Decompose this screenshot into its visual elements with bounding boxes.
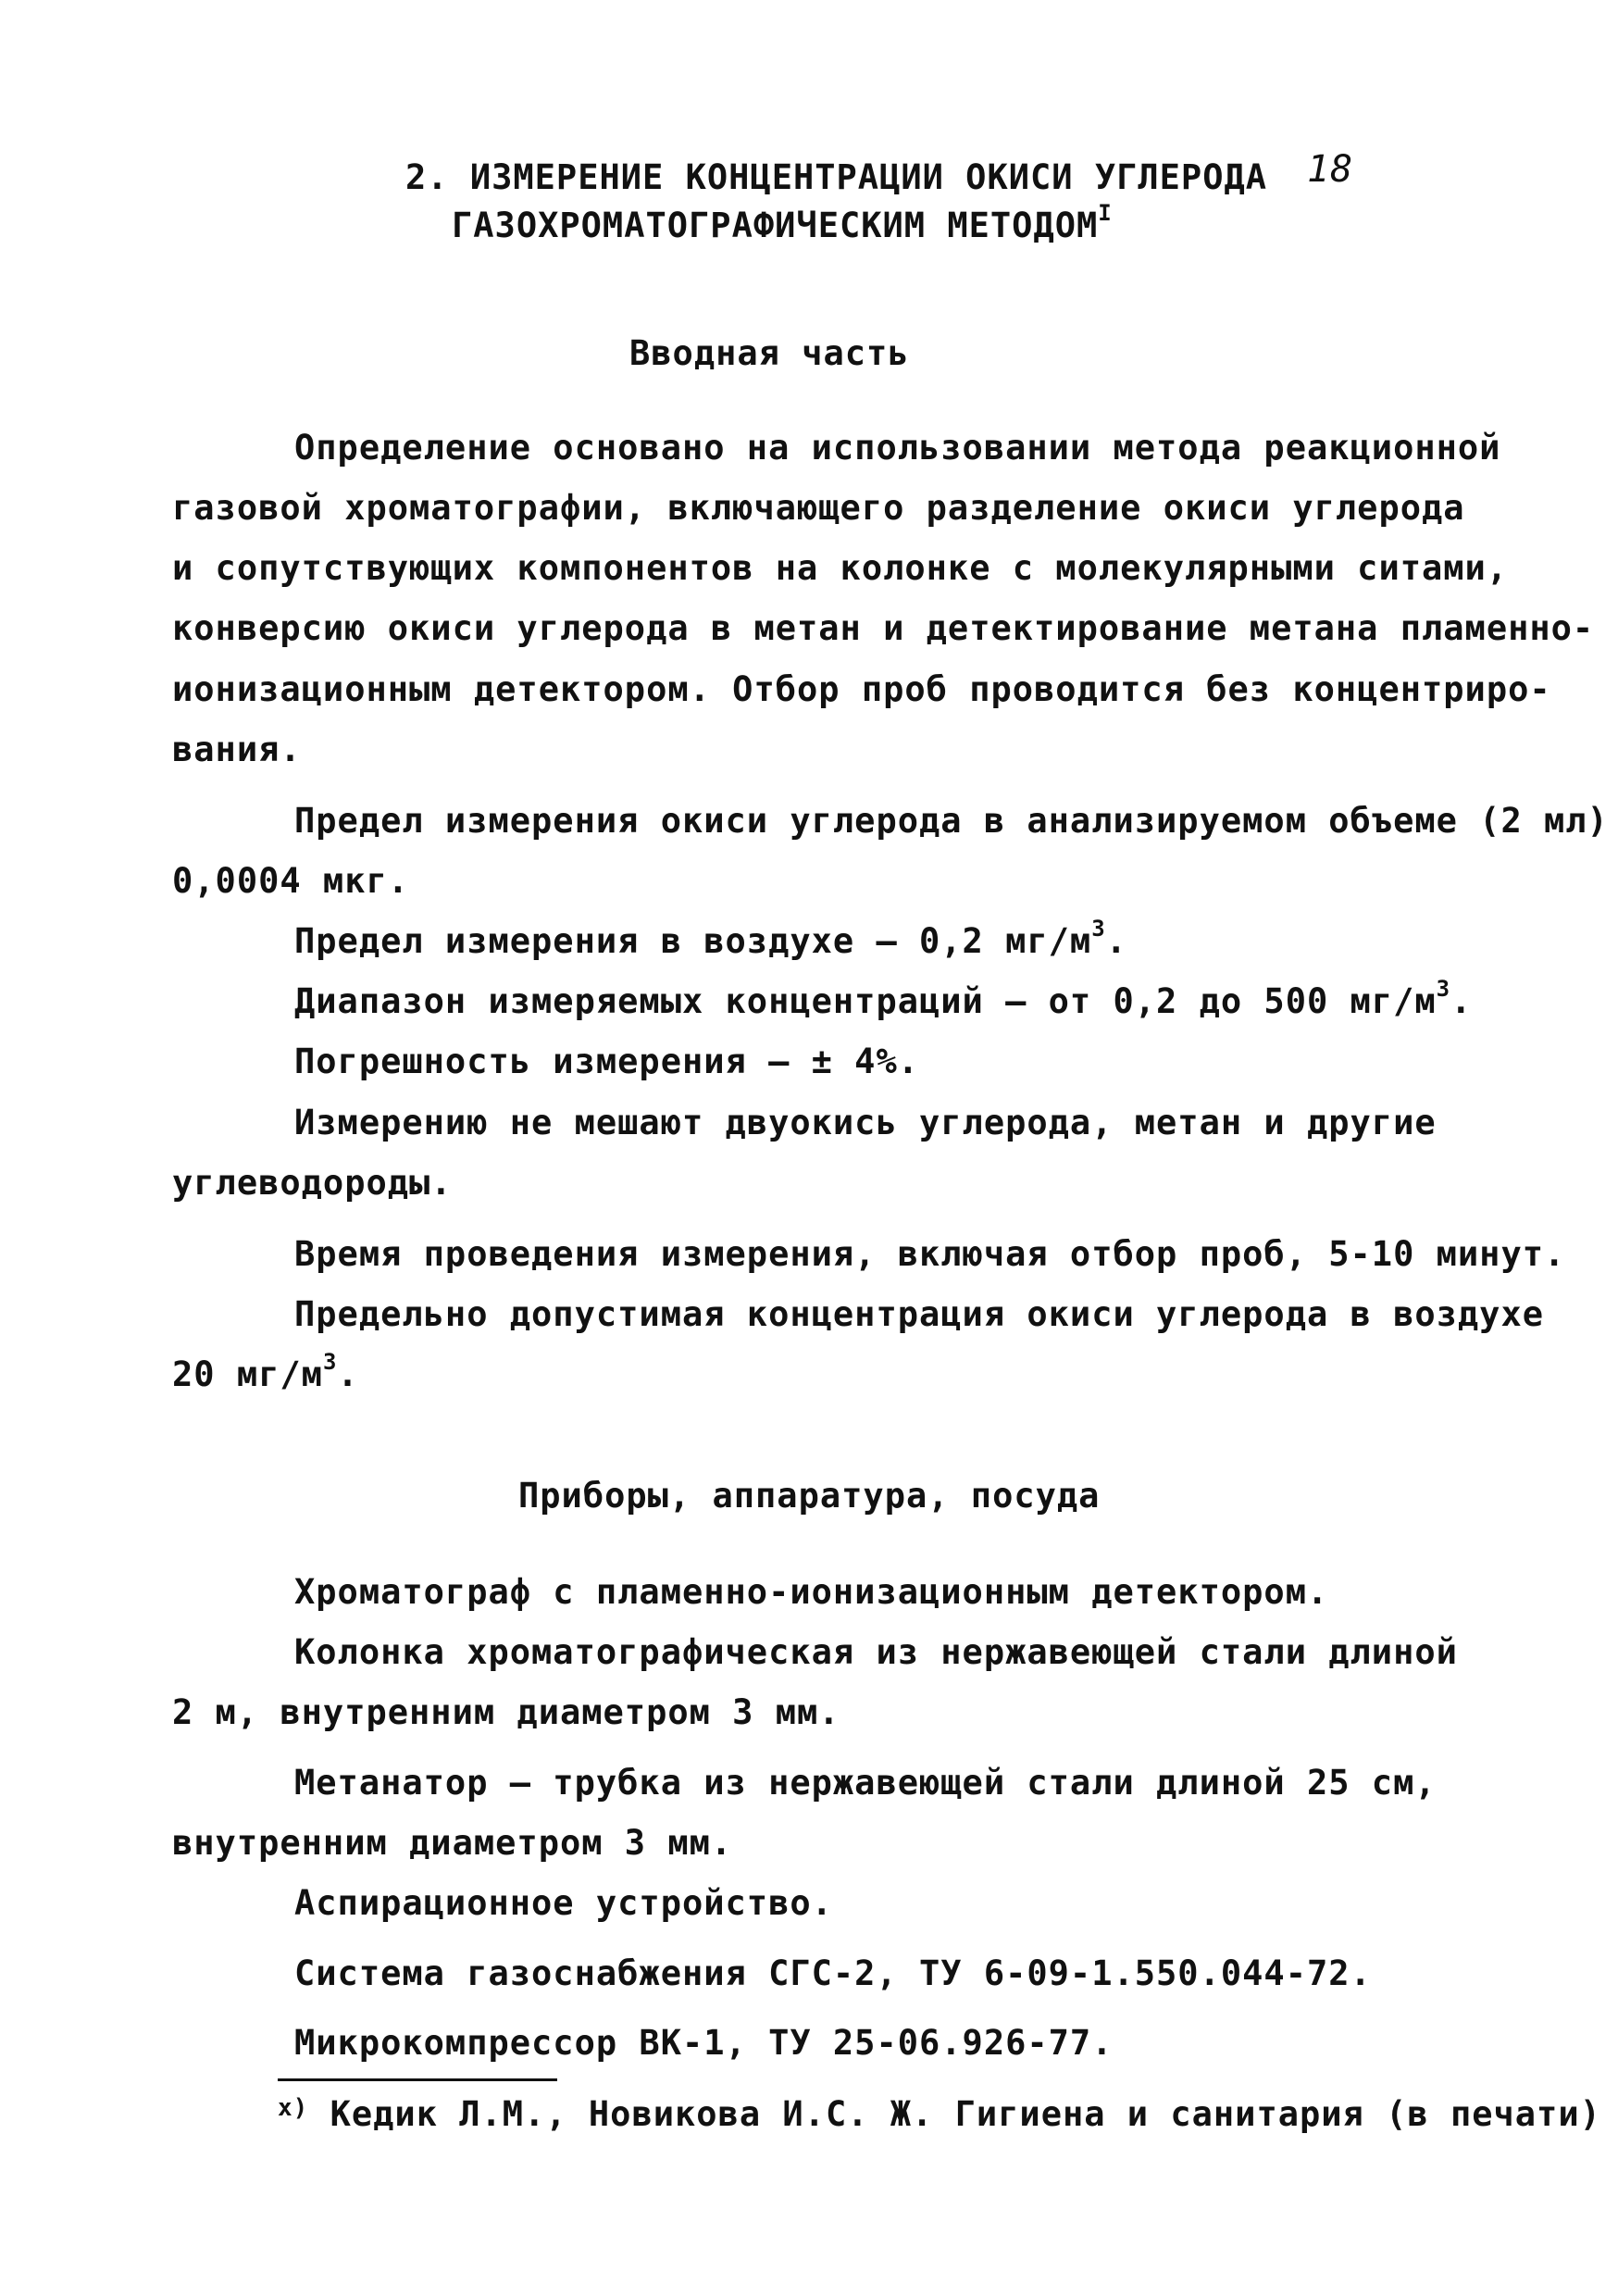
- equipment-line: Система газоснабжения СГС-2, ТУ 6-09-1.550.044-72.: [294, 1953, 1372, 1993]
- range-text: Диапазон измеряемых концентраций – от 0,2 до 500 мг/м: [294, 981, 1437, 1021]
- equipment-line: Метанатор – трубка из нержавеющей стали длиной 25 см,: [294, 1763, 1437, 1803]
- mac-line: Предельно допустимая концентрация окиси углерода в воздухе: [294, 1294, 1545, 1334]
- cube-exponent: 3: [1091, 916, 1106, 942]
- intro-paragraph-line: газовой хроматографии, включающего разделение окиси углерода: [172, 488, 1465, 528]
- intro-paragraph-line: Определение основано на использовании метода реакционной: [294, 428, 1501, 468]
- footnote-rule: [278, 2078, 557, 2081]
- equipment-line: Колонка хроматографическая из нержавеющей стали длиной: [294, 1632, 1458, 1672]
- intro-paragraph-line: конверсию окиси углерода в метан и детектирование метана пламенно-: [172, 608, 1595, 648]
- detection-limit-line: 0,0004 мкг.: [172, 861, 410, 901]
- cube-exponent: 3: [1436, 976, 1451, 1002]
- footnote: [278, 2094, 1601, 2134]
- detection-limit-line: Предел измерения окиси углерода в анализируемом объеме (2 мл): [294, 801, 1609, 841]
- title-line-2-text: ГАЗОХРОМАТОГРАФИЧЕСКИМ МЕТОДОМ: [452, 206, 1099, 245]
- cube-exponent: 3: [322, 1349, 338, 1375]
- intro-paragraph-line: ионизационным детектором. Отбор проб проводится без концентриро-: [172, 669, 1551, 709]
- title-line-1: 2. ИЗМЕРЕНИЕ КОНЦЕНТРАЦИИ ОКИСИ УГЛЕРОДА: [405, 157, 1268, 197]
- title-line-2: [452, 200, 1113, 245]
- error-line: Погрешность измерения – ± 4%.: [294, 1042, 920, 1081]
- duration-line: Время проведения измерения, включая отбор проб, 5-10 минут.: [294, 1234, 1566, 1274]
- air-limit-text: Предел измерения в воздухе – 0,2 мг/м: [294, 921, 1092, 961]
- footnote-mark: х): [278, 2094, 309, 2122]
- equipment-line: Микрокомпрессор ВК-1, ТУ 25-06.926-77.: [294, 2023, 1114, 2063]
- range-line: [294, 976, 1473, 1021]
- air-limit-line: [294, 916, 1127, 961]
- equipment-line: 2 м, внутренним диаметром 3 мм.: [172, 1692, 840, 1732]
- equipment-line: внутренним диаметром 3 мм.: [172, 1823, 733, 1863]
- intro-paragraph-line: и сопутствующих компонентов на колонке с молекулярными ситами,: [172, 548, 1509, 588]
- intro-paragraph-line: вания.: [172, 730, 302, 769]
- page-number: 18: [1307, 148, 1354, 191]
- equipment-line: Аспирационное устройство.: [294, 1883, 833, 1923]
- section-heading-equipment: Приборы, аппаратура, посуда: [518, 1476, 1101, 1516]
- mac-value-text: 20 мг/м: [172, 1354, 323, 1394]
- title-footnote-mark: I: [1098, 200, 1113, 226]
- interference-line: Измерению не мешают двуокись углерода, метан и другие: [294, 1103, 1437, 1142]
- period: .: [1105, 921, 1127, 961]
- footnote-text: Кедик Л.М., Новикова И.С. Ж. Гигиена и санитария (в печати): [330, 2094, 1601, 2134]
- mac-value-line: [172, 1349, 359, 1394]
- equipment-line: Хроматограф с пламенно-ионизационным детектором.: [294, 1572, 1329, 1612]
- section-heading-intro: Вводная часть: [629, 333, 910, 373]
- period: .: [337, 1354, 359, 1394]
- interference-line: углеводороды.: [172, 1163, 453, 1203]
- period: .: [1450, 981, 1473, 1021]
